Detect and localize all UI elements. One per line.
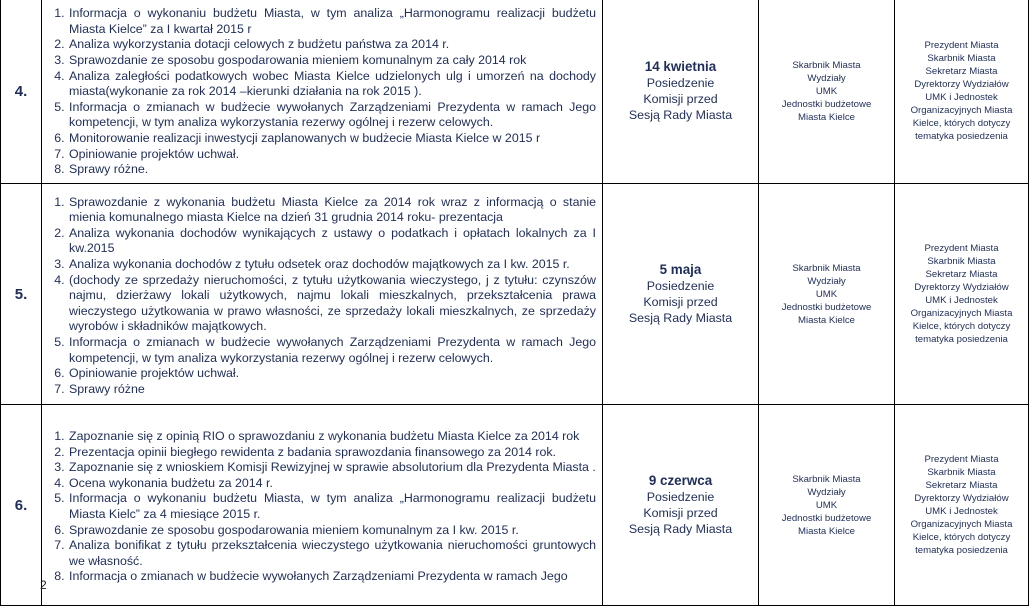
agenda-item: 2. Prezentacja opinii biegłego rewidenta z badania sprawozdania finansowego za 2014 rok. [68,445,596,461]
cell-line: Komisji przed [643,295,718,309]
cell-line: Skarbnik Miasta [792,473,861,485]
cell-line: Posiedzenie [646,76,715,90]
agenda-item: 2. Analiza wykonania dochodów wynikających z ustawy o podatkach i opłatach lokalnych za I kw.2015 [68,226,596,257]
agenda-item: 6. Sprawozdanie ze sposobu gospodarowania mieniem komunalnym za I kw. 2015 r. [68,523,596,539]
cell-line: UMK i Jednostek [925,92,998,103]
cell-line: tematyka posiedzenia [915,545,1008,556]
cell-line: Miasta Kielce [797,525,856,537]
cell-line: Komisji przed [643,506,718,520]
agenda-cell [42,0,603,184]
table-row [1,405,1029,606]
cell-line: Posiedzenie [646,279,715,293]
agenda-item: 1. Sprawozdanie z wykonania budżetu Miasta Kielce za 2014 rok wraz z informacją o stanie mienia komunalnego miasta Kielce na dzień 31 grudnia 2014 roku- prezentacja [68,195,596,226]
agenda-cell [42,184,603,405]
meeting-description [603,489,758,537]
cell-line: Kielce, których dotyczy [912,118,1011,129]
agenda-item: 6. Opiniowanie projektów uchwał. [68,366,596,382]
cell-line: Skarbnik Miasta [927,256,996,267]
cell-line: UMK i Jednostek [925,295,998,306]
cell-line: UMK i Jednostek [925,506,998,517]
meeting-date: 9 czerwca [648,473,713,488]
agenda-item: 1. Zapoznanie się z opinią RIO o sprawozdaniu z wykonania budżetu Miasta Kielce za 2014 rok [68,429,596,445]
responsible-cell [759,184,895,405]
cell-line: Organizacyjnych Miasta [910,308,1013,319]
cell-line: tematyka posiedzenia [915,334,1008,345]
agenda-item: 4. Analiza zaległości podatkowych wobec Miasta Kielce udzielonych ulg i umorzeń na dochody miasta(wykonanie za rok 2014 –kierunki działania na rok 2015 ). [68,69,596,100]
row-number: 6. [1,405,42,606]
agenda-list [42,429,602,585]
date-cell [603,0,759,184]
cell-line: Sesją Rady Miasta [628,108,733,122]
table-row [1,184,1029,405]
cell-line: Prezydent Miasta [924,40,999,51]
agenda-item: 5. Informacja o wykonaniu budżetu Miasta, w tym analiza „Harmonogramu realizacji budżetu Miasta Kielc” za 4 miesiące 2015 r. [68,491,596,522]
agenda-item: 7. Analiza bonifikat z tytułu przekształcenia wieczystego użytkowania nieruchomości gruntowych we własność. [68,538,596,569]
cell-line: UMK [815,499,838,511]
cell-line: Organizacyjnych Miasta [910,105,1013,116]
cell-line: Skarbnik Miasta [927,467,996,478]
agenda-list [42,195,602,398]
cell-line: Sekretarz Miasta [925,66,998,77]
cell-line: Sekretarz Miasta [925,480,998,491]
cell-line: UMK [815,288,838,300]
table-row [1,0,1029,184]
agenda-cell [42,405,603,606]
cell-line: UMK [815,85,838,97]
responsible-cell [759,405,895,606]
page-number: 2 [40,578,47,592]
responsible-cell [759,0,895,184]
cell-line: Kielce, których dotyczy [912,532,1011,543]
agenda-item: 5. Informacja o zmianach w budżecie wywołanych Zarządzeniami Prezydenta w ramach Jego kompetencji, w tym analiza wykorzystania rezerwy ogólnej i rezerw celowych. [68,100,596,131]
cell-line: Wydziały [807,275,846,287]
cell-line: Komisji przed [643,92,718,106]
cell-line: Dyrektorzy Wydziałów [914,282,1009,293]
agenda-item: 3. Analiza wykonania dochodów z tytułu odsetek oraz dochodów majątkowych za I kw. 2015 r. [68,257,596,273]
row-number: 5. [1,184,42,405]
cell-line: Skarbnik Miasta [792,59,861,71]
cell-line: Miasta Kielce [797,111,856,123]
agenda-item: 6. Monitorowanie realizacji inwestycji zaplanowanych w budżecie Miasta Kielce w 2015 r [68,131,596,147]
cell-line: Jednostki budżetowe [781,512,872,524]
plan-table-body [1,0,1029,606]
cell-line: Sekretarz Miasta [925,269,998,280]
participants-cell [895,405,1029,606]
agenda-item: 7. Sprawy różne [68,382,596,398]
cell-line: Posiedzenie [646,490,715,504]
meeting-description [603,278,758,326]
agenda-item: 2. Analiza wykorzystania dotacji celowych z budżetu państwa za 2014 r. [68,37,596,53]
cell-line: Jednostki budżetowe [781,98,872,110]
cell-line: Kielce, których dotyczy [912,321,1011,332]
meeting-date: 5 maja [659,262,702,277]
cell-line: Wydziały [807,486,846,498]
participants-cell [895,184,1029,405]
agenda-item: 8. Sprawy różne. [68,162,596,178]
cell-line: Wydziały [807,72,846,84]
agenda-item: 8. Informacja o zmianach w budżecie wywołanych Zarządzeniami Prezydenta w ramach Jego [68,569,596,585]
date-cell [603,405,759,606]
cell-line: Skarbnik Miasta [792,262,861,274]
agenda-item: 7. Opiniowanie projektów uchwał. [68,147,596,163]
agenda-item: 1. Informacja o wykonaniu budżetu Miasta, w tym analiza „Harmonogramu realizacji budżetu Miasta Kielce” za I kwartał 2015 r [68,6,596,37]
cell-line: Dyrektorzy Wydziałów [914,79,1009,90]
agenda-item: 3. Zapoznanie się z wnioskiem Komisji Rewizyjnej w sprawie absolutorium dla Prezydenta Miasta . [68,460,596,476]
cell-line: Sesją Rady Miasta [628,311,733,325]
cell-line: Miasta Kielce [797,314,856,326]
cell-line: Sesją Rady Miasta [628,522,733,536]
agenda-list [42,6,602,178]
agenda-item: 5. Informacja o zmianach w budżecie wywołanych Zarządzeniami Prezydenta w ramach Jego kompetencji, w tym analiza wykorzystania rezerwy ogólnej i rezerw celowych. [68,335,596,366]
row-number: 4. [1,0,42,184]
cell-line: Prezydent Miasta [924,243,999,254]
participants-cell [895,0,1029,184]
cell-line: Prezydent Miasta [924,454,999,465]
meeting-description [603,75,758,123]
date-cell [603,184,759,405]
cell-line: Jednostki budżetowe [781,301,872,313]
agenda-item: 3. Sprawozdanie ze sposobu gospodarowania mieniem komunalnym za cały 2014 rok [68,53,596,69]
meeting-date: 14 kwietnia [644,59,717,74]
cell-line: Organizacyjnych Miasta [910,519,1013,530]
cell-line: tematyka posiedzenia [915,131,1008,142]
cell-line: Skarbnik Miasta [927,53,996,64]
cell-line: Dyrektorzy Wydziałów [914,493,1009,504]
agenda-item: 4. Ocena wykonania budżetu za 2014 r. [68,476,596,492]
agenda-item: 4. (dochody ze sprzedaży nieruchomości, z tytułu użytkowania wieczystego, j z tytułu: czynszów najmu, dzierżawy lokali użytkowych, najmu lokali mieszkalnych, przekształcenia prawa wieczystego użytkowania w prawo własności, ze sprzedaży lokali mieszkalnych, ze sprzedaży wyrobów i składników majątkowych. [68,273,596,335]
